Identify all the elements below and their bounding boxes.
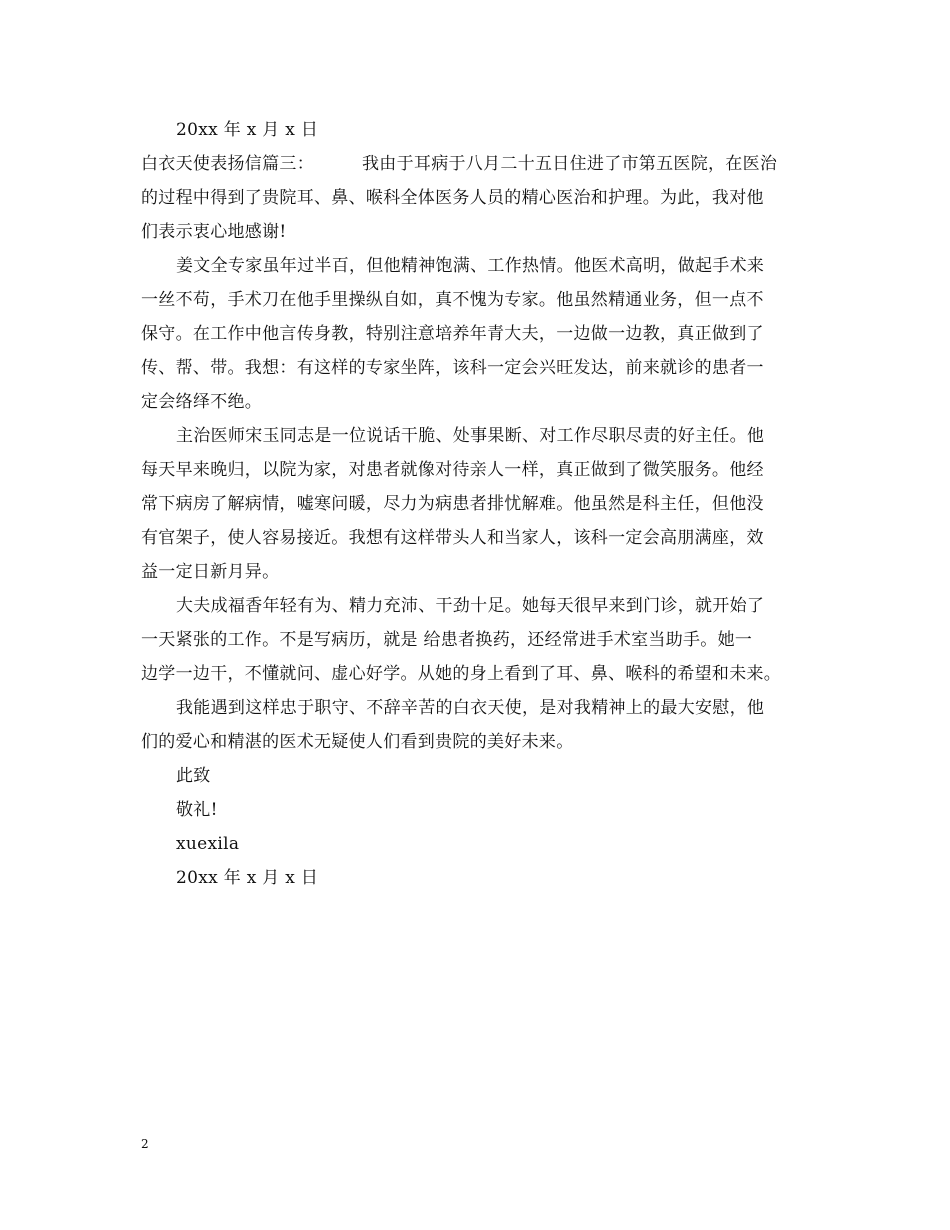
body-line-13: 益一定日新月异。: [141, 562, 280, 582]
body-line-3: 们表示衷心地感谢!: [141, 222, 287, 242]
date-bottom: 20xx 年 x 月 x 日: [176, 868, 319, 888]
body-line-8: 定会络绎不绝。: [141, 392, 263, 412]
title-line: [141, 154, 811, 174]
page-number: 2: [141, 1137, 149, 1151]
body-line-12: 有官架子，使人容易接近。我想有这样带头人和当家人，该科一定会高朋满座，效: [141, 528, 764, 548]
body-line-6: 保守。在工作中他言传身教，特别注意培养年青大夫，一边做一边教，真正做到了: [141, 324, 764, 344]
closing-salutation: 此致: [176, 766, 211, 786]
body-line-16: 边学一边干，不懂就问、虚心好学。从她的身上看到了耳、鼻、喉科的希望和未来。: [141, 664, 782, 684]
body-line-5: 一丝不苟，手术刀在他手里操纵自如，真不愧为专家。他虽然精通业务，但一点不: [141, 290, 764, 310]
body-line-14: 大夫成福香年轻有为、精力充沛、干劲十足。她每天很早来到门诊，就开始了: [176, 596, 765, 616]
date-top: 20xx 年 x 月 x 日: [176, 120, 319, 140]
body-line-2: 的过程中得到了贵院耳、鼻、喉科全体医务人员的精心医治和护理。为此，我对他: [141, 188, 764, 208]
body-line-7: 传、帮、带。我想：有这样的专家坐阵，该科一定会兴旺发达，前来就诊的患者一: [141, 358, 764, 378]
body-line-15: 一天紧张的工作。不是写病历，就是 给患者换药，还经常进手术室当助手。她一: [141, 630, 753, 650]
body-line-17: 我能遇到这样忠于职守、不辞辛苦的白衣天使，是对我精神上的最大安慰，他: [176, 698, 765, 718]
signature: xuexila: [176, 834, 240, 854]
body-line-9: 主治医师宋玉同志是一位说话干脆、处事果断、对工作尽职尽责的好主任。他: [176, 426, 765, 446]
body-line-11: 常下病房了解病情，嘘寒问暖，尽力为病患者排忧解难。他虽然是科主任，但他没: [141, 494, 764, 514]
body-line-10: 每天早来晚归，以院为家，对患者就像对待亲人一样，真正做到了微笑服务。他经: [141, 460, 764, 480]
body-line-4: 姜文全专家虽年过半百，但他精神饱满、工作热情。他医术高明，做起手术来: [176, 256, 765, 276]
body-line-18: 们的爱心和精湛的医术无疑使人们看到贵院的美好未来。: [141, 732, 574, 752]
closing-regards: 敬礼!: [176, 800, 218, 820]
letter-title: 白衣天使表扬信篇三：: [141, 154, 314, 174]
body-line-1: 我由于耳病于八月二十五日住进了市第五医院，在医治: [362, 154, 778, 174]
